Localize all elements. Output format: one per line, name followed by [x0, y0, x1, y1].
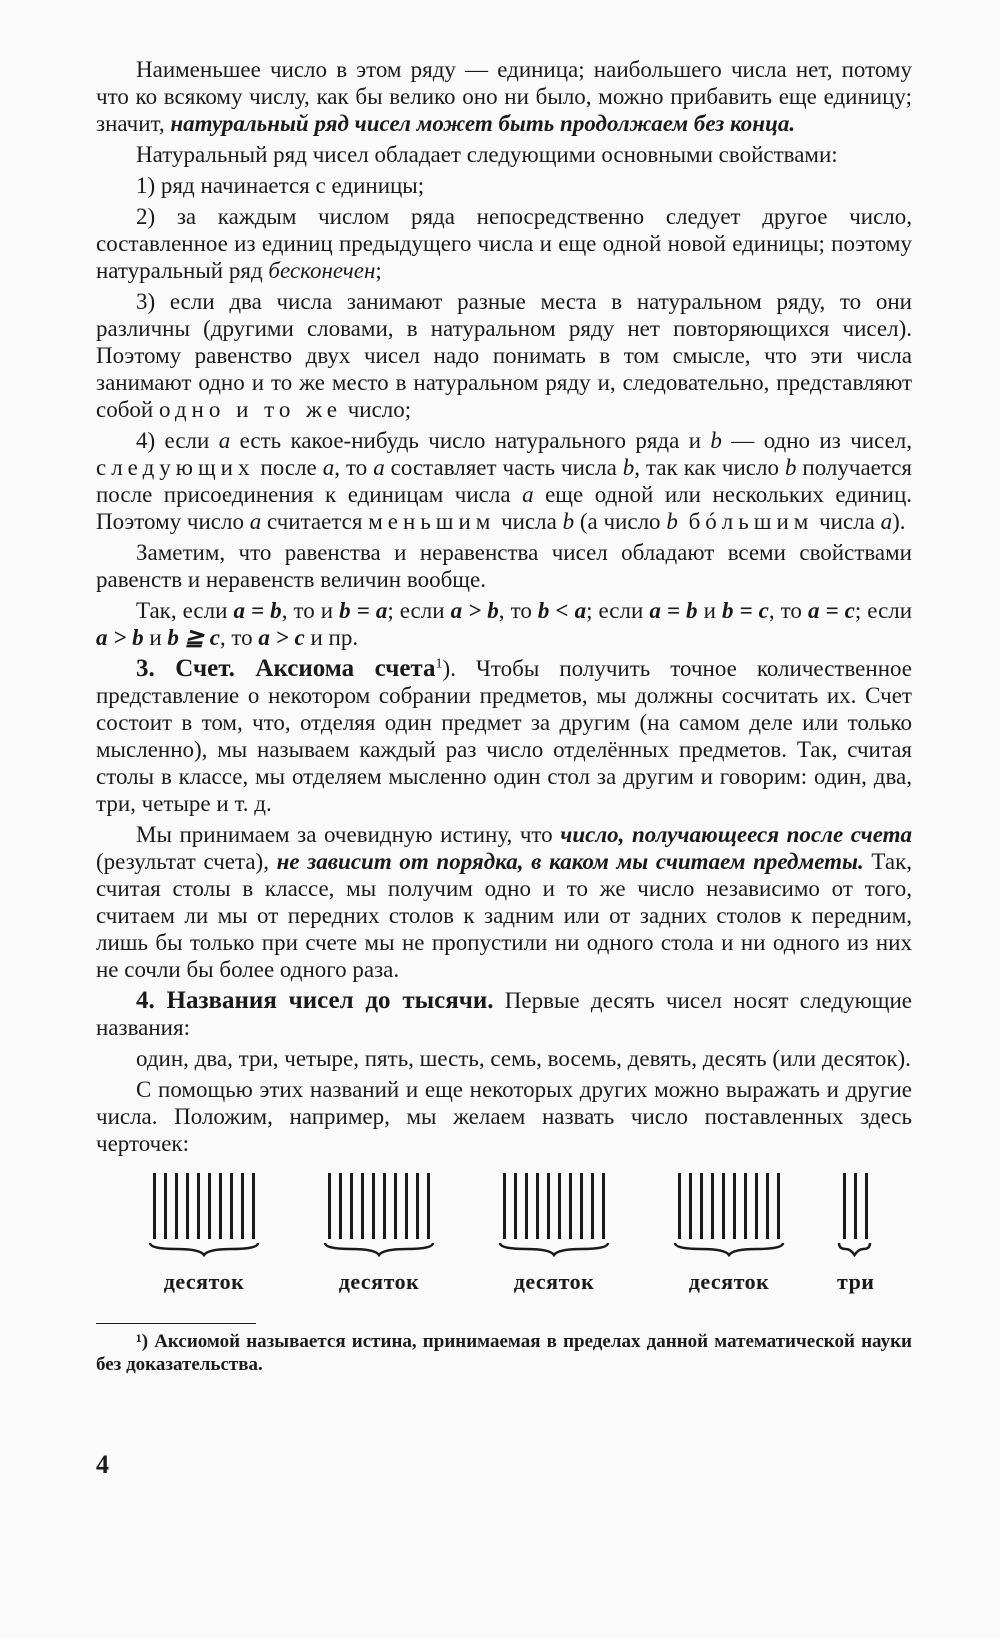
tally-stick — [700, 1173, 703, 1239]
tally-stick — [175, 1173, 178, 1239]
paragraph: один, два, три, четыре, пять, шесть, семь, восемь, девять, десять (или десяток). — [136, 1046, 911, 1071]
section-heading: 4. Названия чисел до тысячи. — [136, 987, 494, 1014]
tally-stick — [580, 1173, 583, 1239]
tally-stick — [711, 1173, 714, 1239]
emphasis: бесконечен — [268, 258, 376, 283]
tally-group-label: десяток — [688, 1269, 770, 1294]
paragraph: Так, если a = b, то и b = a; если a > b, то b < a; если a = b и b = c, то a = c; если a > b и b ≧ c, то a > c и пр. — [96, 598, 913, 650]
tally-stick — [427, 1173, 430, 1239]
formula: a = c — [807, 598, 855, 623]
formula: b ≧ c — [167, 625, 220, 650]
tally-stick — [525, 1173, 528, 1239]
tally-stick — [744, 1173, 747, 1239]
tally-stick — [361, 1173, 364, 1239]
emphasis: число, получающееся после счета — [560, 822, 913, 847]
tally-stick — [733, 1173, 736, 1239]
tally-stick — [219, 1173, 222, 1239]
tally-bars — [843, 1173, 868, 1239]
paragraph: 3. Счет. Аксиома счета$^1$). Чтобы получить точное количественное представление о некотором собрании предметов, мы должны сосчитать их. Счет состоит в том, что, отделяя один предмет за другим (на самом деле или только мысленно), мы называем каждый раз число отделённых предметов. Так, считая столы в классе, мы отделяем мысленно один стол за другим и говорим: один, два, три, четыре и т. д. — [96, 655, 912, 816]
tally-bars — [503, 1173, 605, 1239]
tally-stick — [678, 1173, 681, 1239]
tally-stick — [350, 1173, 353, 1239]
tally-sticks-figure — [96, 1173, 912, 1323]
tally-stick — [372, 1173, 375, 1239]
brace-icon — [673, 1241, 785, 1257]
paragraph: Заметим, что равенства и неравенства чисел обладают всеми свойствами равенств и неравенств величин вообще. — [96, 540, 912, 592]
tally-stick — [394, 1173, 397, 1239]
brace-icon — [323, 1241, 435, 1257]
tally-stick — [755, 1173, 758, 1239]
tally-group — [498, 1173, 610, 1295]
tally-stick — [766, 1173, 769, 1239]
paragraph: С помощью этих названий и еще некоторых других можно выражать и другие числа. Положим, например, мы желаем назвать число поставленных здесь черточек: — [96, 1077, 912, 1156]
section-heading: 3. Счет. Аксиома счета — [136, 655, 436, 682]
tally-stick — [197, 1173, 200, 1239]
tally-stick — [328, 1173, 331, 1239]
formula: b = c — [721, 598, 769, 623]
tally-group-label: десяток — [338, 1269, 420, 1294]
brace-icon — [498, 1241, 610, 1257]
tally-bars — [153, 1173, 255, 1239]
tally-stick — [722, 1173, 725, 1239]
tally-stick — [854, 1173, 857, 1239]
tally-stick — [186, 1173, 189, 1239]
tally-stick — [514, 1173, 517, 1239]
tally-bars — [328, 1173, 430, 1239]
tally-stick — [383, 1173, 386, 1239]
list-item: 2) за каждым числом ряда непосредственно следует другое число, составленное из единиц предыдущего числа и еще одной новой единицы; поэтому натуральный ряд бесконечен; — [96, 204, 912, 283]
formula: b < a — [537, 598, 587, 623]
paragraph: Наименьшее число в этом ряду — единица; наибольшего числа нет, потому что ко всякому числу, как бы велико оно ни было, можно прибавить еще единицу; значит, натуральный ряд чисел может быть продолжаем без конца. — [96, 57, 912, 136]
tally-stick — [689, 1173, 692, 1239]
tally-stick — [547, 1173, 550, 1239]
tally-stick — [208, 1173, 211, 1239]
tally-stick — [865, 1173, 868, 1239]
formula: a > b — [96, 625, 144, 650]
tally-stick — [602, 1173, 605, 1239]
tally-stick — [230, 1173, 233, 1239]
list-item: 4) если a есть какое-нибудь число натурального ряда и b — одно из чисел, следующих после a, то a составляет часть числа b, так как число b получается после присоединения к единицам числа a еще одной или нескольких единиц. Поэтому число a считается меньшим числа b (а число b бóльшим числа a). — [96, 428, 913, 534]
tally-stick — [843, 1173, 846, 1239]
tally-bars — [678, 1173, 780, 1239]
spaced-emphasis: следующих — [96, 455, 255, 480]
tally-group — [837, 1173, 875, 1295]
formula: a > c — [258, 625, 305, 650]
tally-stick — [252, 1173, 255, 1239]
tally-stick — [241, 1173, 244, 1239]
footnote-ref: 1 — [435, 656, 443, 672]
list-item: 3) если два числа занимают разные места в натуральном ряду, то они различны (другими словами, в натуральном ряду нет повторяющихся чисел). Поэтому равенство двух чисел надо понимать в том смысле, что эти числа занимают одно и то же место в натуральном ряду и, следовательно, представляют собой одно и то же число; — [96, 289, 912, 422]
formula: a > b — [450, 598, 499, 623]
tally-group — [673, 1173, 785, 1295]
formula: a = b — [233, 598, 282, 623]
tally-group-label: десяток — [513, 1269, 595, 1294]
tally-stick — [536, 1173, 539, 1239]
formula: a = b — [649, 598, 698, 623]
spaced-emphasis: меньшим — [368, 509, 496, 534]
tally-group — [323, 1173, 435, 1295]
paragraph: Мы принимаем за очевидную истину, что число, получающееся после счета (результат счета), не зависит от порядка, в каком мы считаем предметы. Так, считая столы в классе, мы получим одно и то же число независимо от того, считаем ли мы от передних столов к задним или от задних столов к передним, лишь бы только при счете мы не пропустили ни одного стола и ни одного из них не сочли бы более одного раза. — [96, 822, 913, 982]
list-item: 1) ряд начинается с единицы; — [136, 173, 425, 198]
tally-stick — [339, 1173, 342, 1239]
spaced-emphasis: одно и то же — [158, 397, 342, 422]
tally-stick — [153, 1173, 156, 1239]
emphasis: не зависит от порядка, в каком мы считаем предметы. — [276, 849, 864, 874]
tally-group-label: десяток — [163, 1269, 245, 1294]
tally-stick — [558, 1173, 561, 1239]
tally-stick — [405, 1173, 408, 1239]
paragraph: 4. Названия чисел до тысячи. Первые десять чисел носят следующие названия: — [96, 987, 912, 1040]
formula: b = a — [339, 598, 388, 623]
spaced-emphasis: бóльшим — [677, 509, 814, 534]
footnote-divider — [96, 1323, 256, 1324]
tally-stick — [569, 1173, 572, 1239]
tally-stick — [777, 1173, 780, 1239]
brace-icon — [837, 1241, 875, 1257]
footnote: ¹) Аксиомой называется истина, принимаемая в пределах данной математической науки без доказательства. — [96, 1331, 912, 1375]
tally-stick — [591, 1173, 594, 1239]
tally-stick — [416, 1173, 419, 1239]
page-number: 4 — [96, 1450, 109, 1479]
tally-group — [148, 1173, 260, 1295]
emphasis: натуральный ряд чисел может быть продолжаем без конца. — [170, 111, 796, 136]
tally-group-label: три — [837, 1269, 875, 1294]
brace-icon — [148, 1241, 260, 1257]
tally-stick — [503, 1173, 506, 1239]
tally-stick — [164, 1173, 167, 1239]
paragraph: Натуральный ряд чисел обладает следующими основными свойствами: — [136, 142, 838, 167]
